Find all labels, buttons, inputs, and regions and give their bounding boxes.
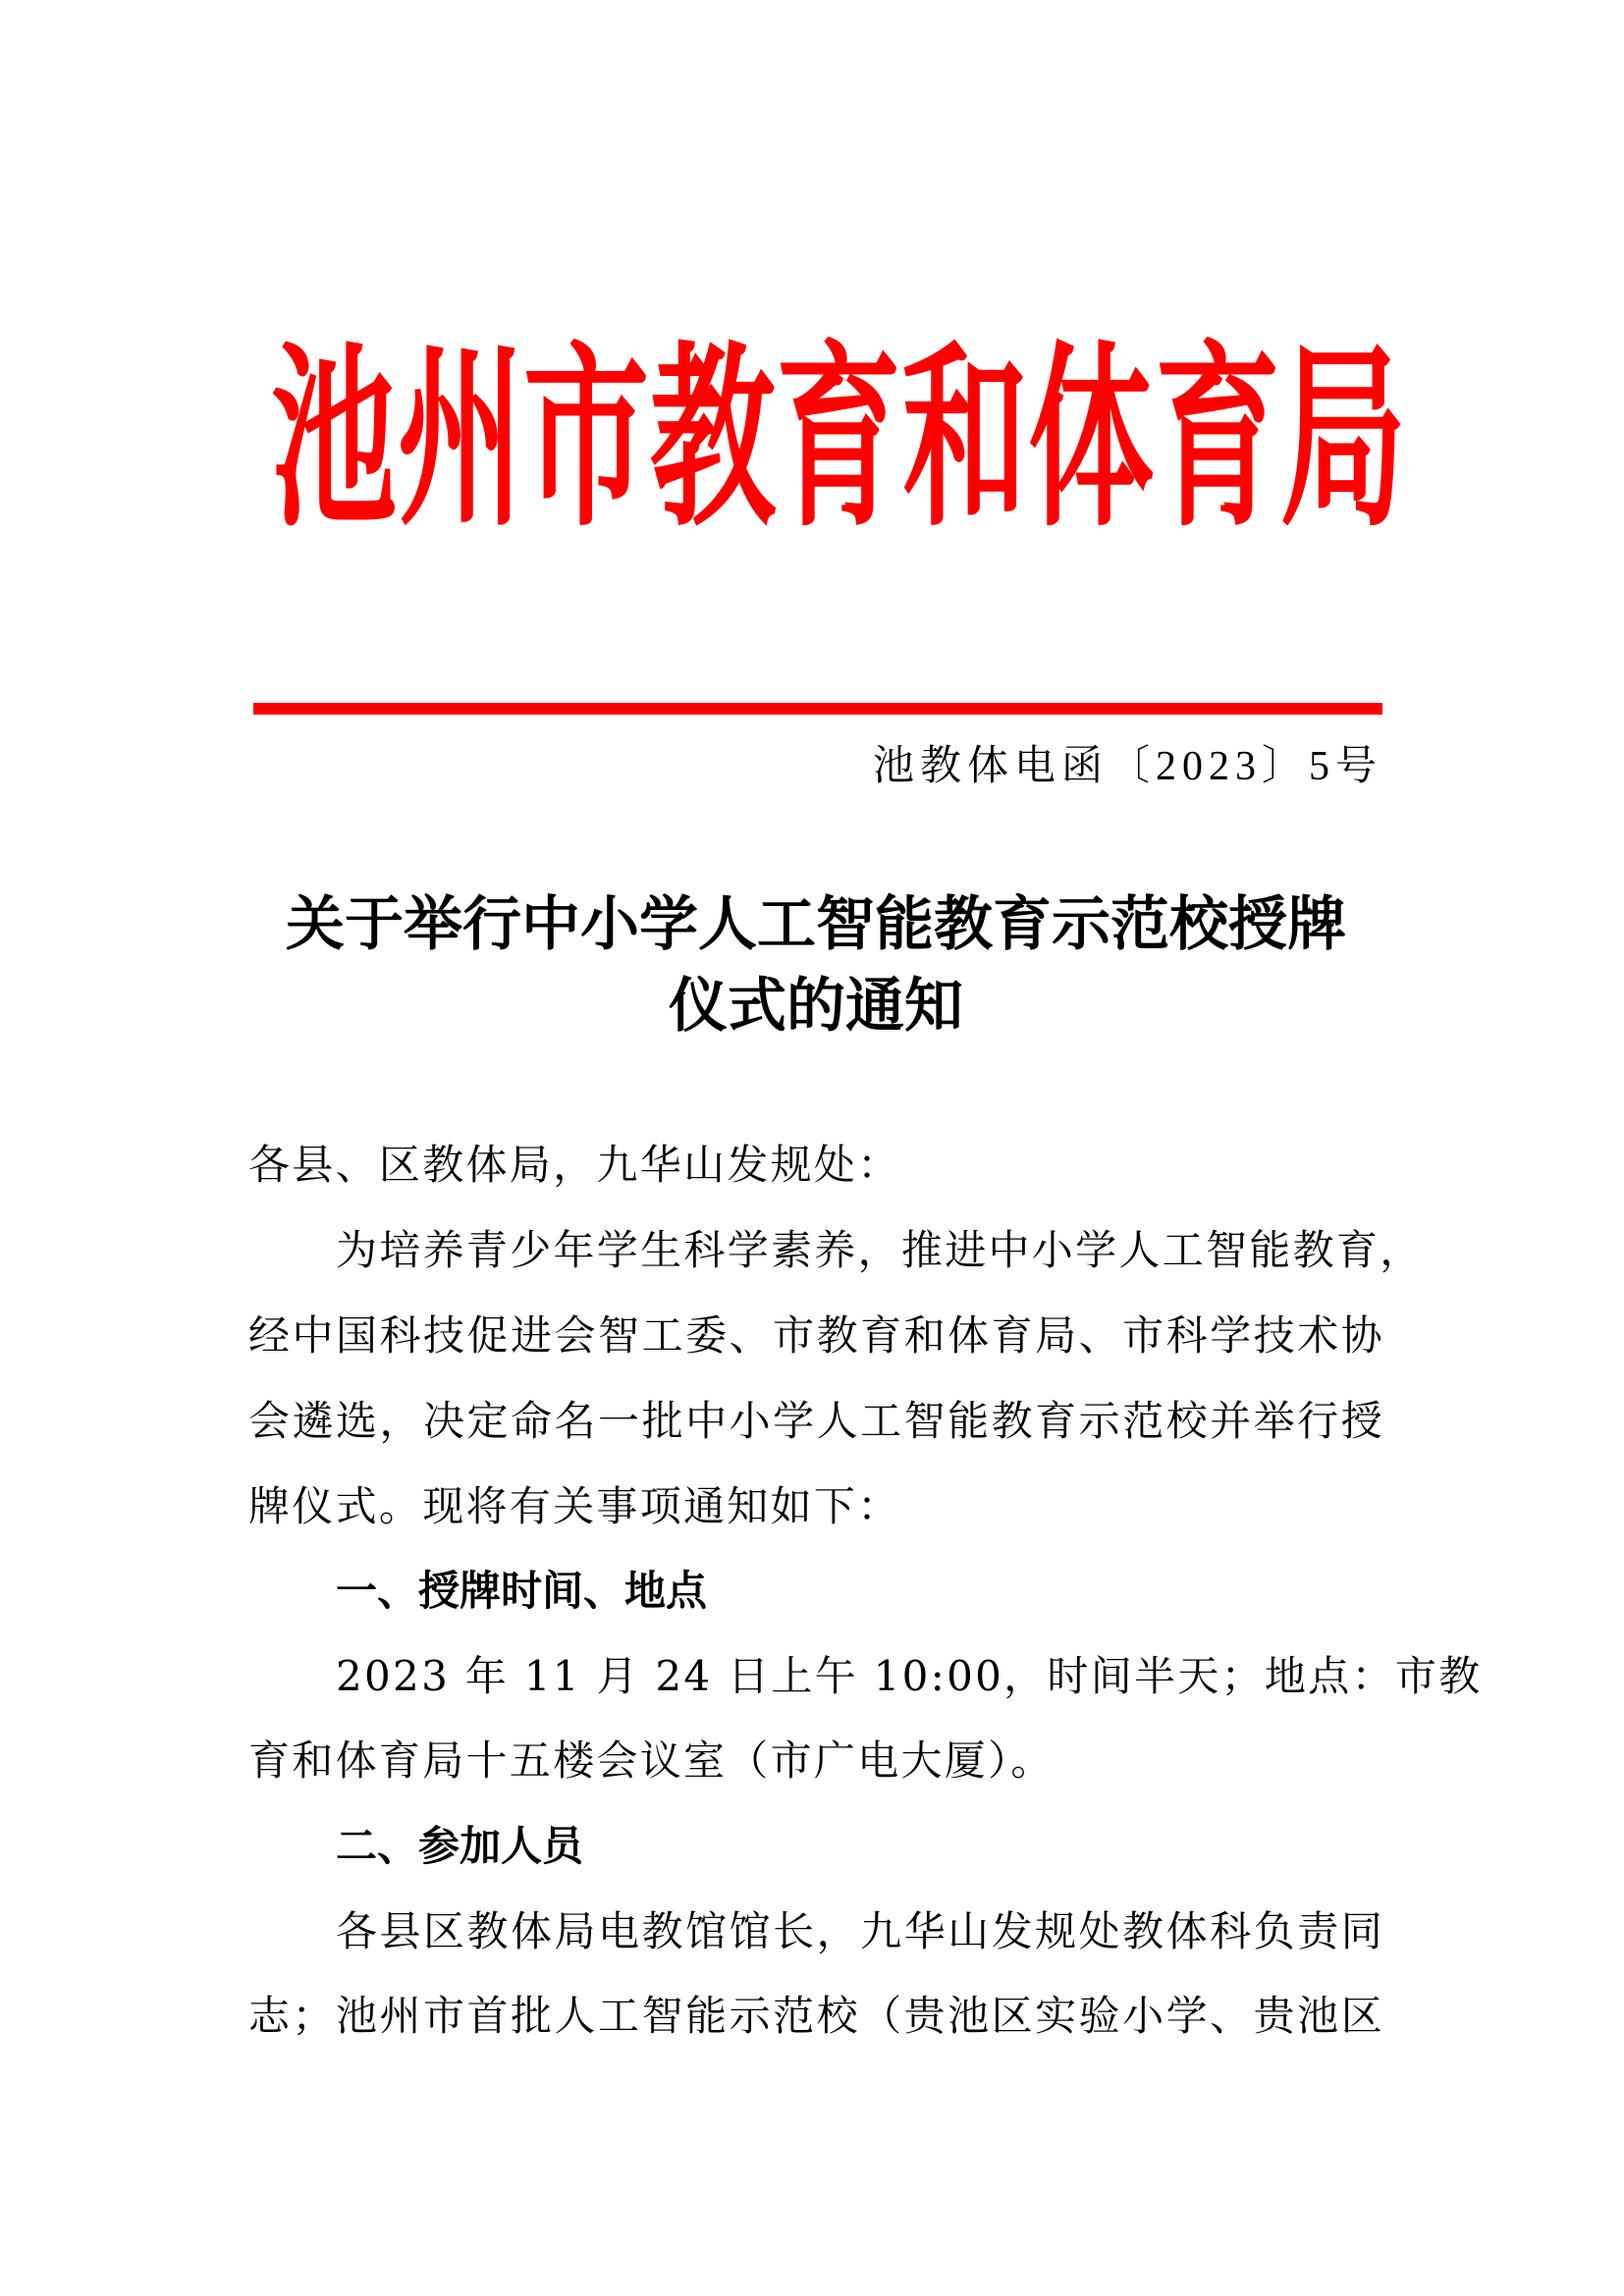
masthead-char: 育 xyxy=(776,333,902,550)
document-title-line-2: 仪式的通知 xyxy=(669,972,963,1041)
section-body-line: 2023 年 11 月 24 日上午 10:00，时间半天；地点：市教 xyxy=(336,1652,1483,1700)
section-body-line: 志；池州市首批人工智能示范校（贵池区实验小学、贵池区 xyxy=(248,1992,1384,2040)
section-body-line: 育和体育局十五楼会议室（市广电大厦）。 xyxy=(248,1736,1055,1785)
intro-paragraph-line: 牌仪式。现将有关事项通知如下： xyxy=(248,1482,901,1530)
intro-paragraph-line: 为培养青少年学生科学素养，推进中小学人工智能教育， xyxy=(336,1226,1424,1274)
masthead-char: 州 xyxy=(397,333,523,550)
masthead-title xyxy=(248,324,1407,560)
section-heading-time-place: 一、授牌时间、地点 xyxy=(336,1567,708,1615)
document-title-line-1: 关于举行中小学人工智能教育示范校授牌 xyxy=(286,890,1346,959)
red-separator-rule xyxy=(253,703,1382,715)
section-body-line: 各县区教体局电教馆馆长，九华山发规处教体科负责同 xyxy=(336,1907,1384,1955)
salutation: 各县、区教体局，九华山发规处： xyxy=(248,1141,901,1189)
masthead-char: 体 xyxy=(1028,333,1155,550)
masthead-char: 市 xyxy=(523,333,650,550)
masthead-char: 和 xyxy=(901,333,1028,550)
masthead-char: 池 xyxy=(271,333,398,550)
section-heading-participants: 二、参加人员 xyxy=(336,1822,584,1870)
document-number: 池教体电函〔2023〕5号 xyxy=(872,744,1382,789)
intro-paragraph-line: 经中国科技促进会智工委、市教育和体育局、市科学技术协 xyxy=(248,1311,1384,1360)
masthead-char: 育 xyxy=(1154,333,1280,550)
masthead-char: 教 xyxy=(649,333,776,550)
intro-paragraph-line: 会遴选，决定命名一批中小学人工智能教育示范校并举行授 xyxy=(248,1397,1384,1445)
masthead-char: 局 xyxy=(1280,333,1407,550)
